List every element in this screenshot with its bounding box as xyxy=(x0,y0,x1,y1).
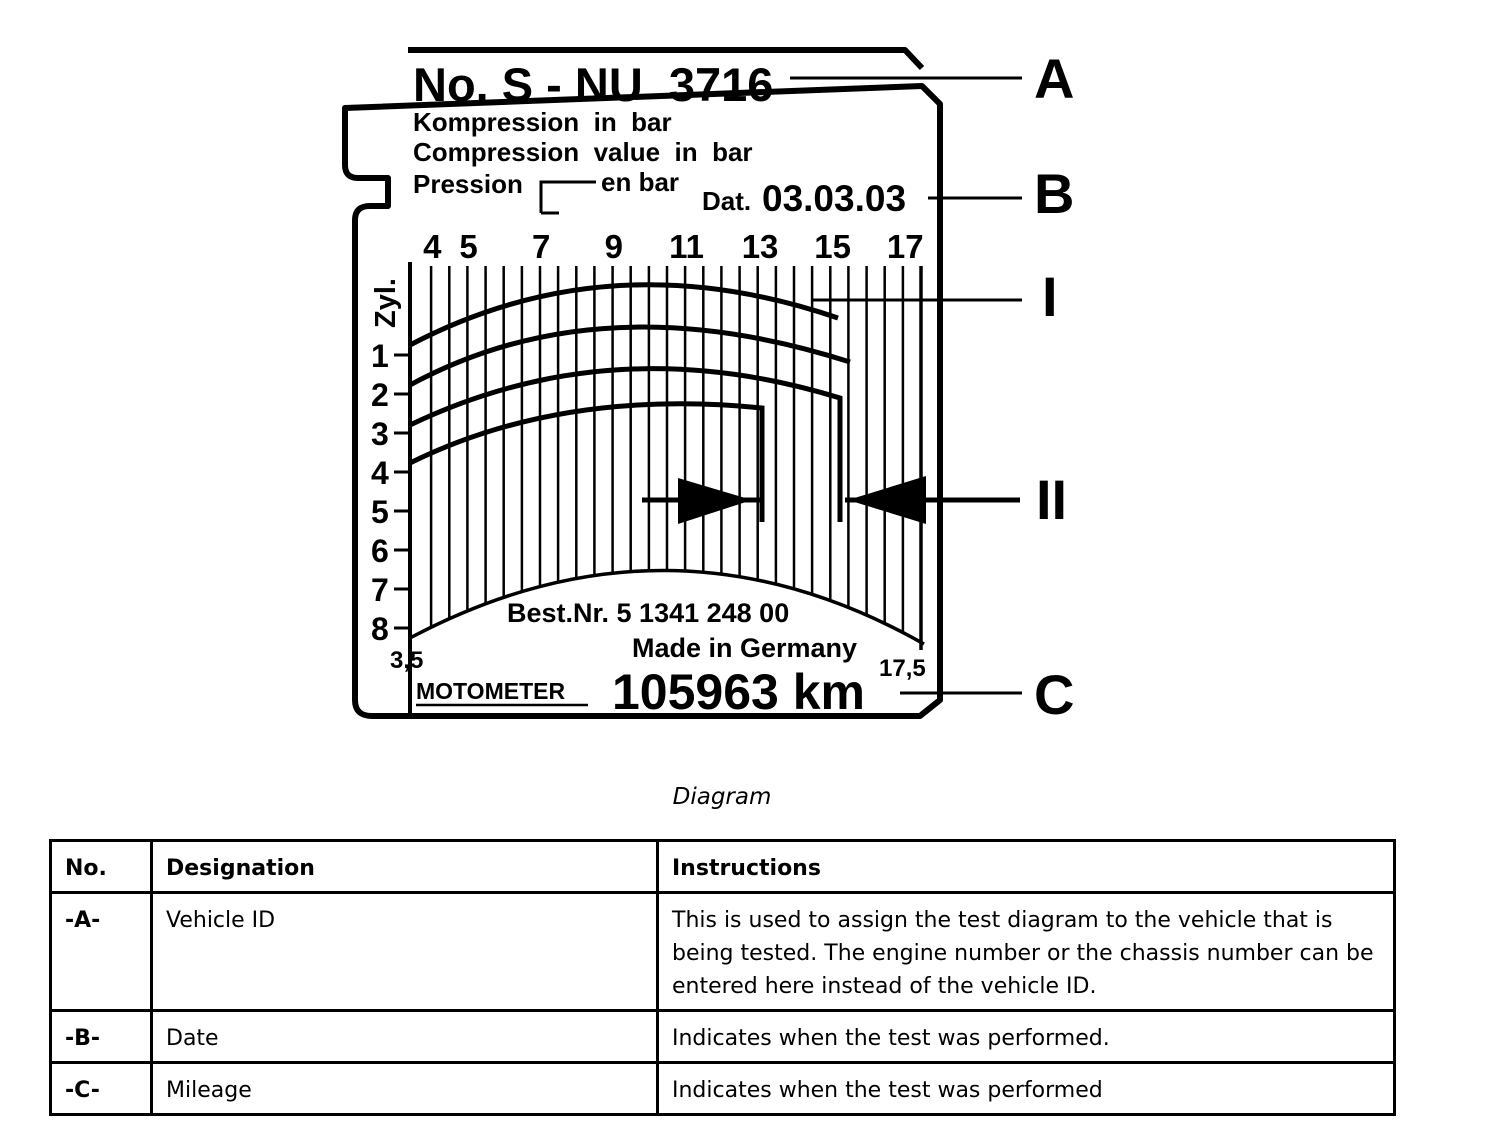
cylinder-label: 3 xyxy=(371,416,389,452)
callout-i: I xyxy=(1042,265,1058,328)
table-row xyxy=(51,1011,1395,1063)
row-no: -C- xyxy=(51,1063,152,1115)
cylinder-label: 8 xyxy=(371,611,389,647)
callout-ii: II xyxy=(1036,468,1068,531)
table-row xyxy=(51,1063,1395,1115)
scale-grid xyxy=(431,266,921,650)
date-prefix: Dat. xyxy=(702,186,752,216)
row-instructions: Indicates when the test was performed. xyxy=(658,1011,1395,1063)
brand-motometer: MOTOMETER xyxy=(416,678,566,704)
label-pression: Pression xyxy=(413,169,523,199)
scale-top-label: 9 xyxy=(604,228,623,265)
vehicle-number: No. S - NU 3716 xyxy=(413,58,774,111)
label-compression: Compression value in bar xyxy=(413,137,753,167)
order-number: Best.Nr. 5 1341 248 00 xyxy=(507,598,790,628)
row-no: -A- xyxy=(51,893,152,1011)
header-no: No. xyxy=(51,841,152,893)
mileage-value: 105963 km xyxy=(612,664,866,720)
row-instructions: This is used to assign the test diagram to the vehicle that is being tested. The engine number or the chassis number can be entered here instead of the vehicle ID. xyxy=(658,893,1395,1011)
arrow-right-icon xyxy=(678,478,752,524)
table-row xyxy=(51,893,1395,1011)
row-designation: Mileage xyxy=(152,1063,658,1115)
callout-b: B xyxy=(1034,162,1075,225)
scale-top-label: 15 xyxy=(814,228,852,265)
cylinder-label: 7 xyxy=(371,572,389,608)
date-value: 03.03.03 xyxy=(762,178,907,219)
label-kompression: Kompression in bar xyxy=(413,107,672,137)
cylinder-label: 6 xyxy=(371,533,389,569)
callout-a: A xyxy=(1034,47,1075,110)
scale-top-label: 4 xyxy=(423,228,442,265)
label-en-bar: en bar xyxy=(601,167,680,197)
cylinder-label: 1 xyxy=(371,338,389,374)
scale-top-label: 7 xyxy=(532,228,551,265)
scale-top xyxy=(423,228,924,265)
cylinder-label: 5 xyxy=(371,494,389,530)
arrow-left-icon xyxy=(848,476,926,524)
cylinder-label: 2 xyxy=(371,377,389,413)
header-instructions: Instructions xyxy=(658,841,1395,893)
scale-top-label: 5 xyxy=(459,228,478,265)
scale-top-label: 17 xyxy=(886,228,924,265)
row-instructions: Indicates when the test was performed xyxy=(658,1063,1395,1115)
legend-table xyxy=(49,839,1396,1116)
scale-bottom-right: 17,5 xyxy=(879,655,926,682)
scale-bottom-left: 3,5 xyxy=(390,647,424,674)
scale-top-label: 11 xyxy=(669,228,704,265)
row-no: -B- xyxy=(51,1011,152,1063)
row-designation: Date xyxy=(152,1011,658,1063)
callout-c: C xyxy=(1034,663,1075,726)
made-in-germany: Made in Germany xyxy=(632,633,858,663)
figure-caption: Diagram xyxy=(672,784,772,810)
callout-lines xyxy=(790,78,1022,693)
scale-top-label: 13 xyxy=(741,228,779,265)
header-designation: Designation xyxy=(152,841,658,893)
row-designation: Vehicle ID xyxy=(152,893,658,1011)
cylinder-label: 4 xyxy=(371,455,389,491)
axis-label-zyl: Zyl. xyxy=(370,278,402,328)
cylinder-labels xyxy=(371,338,410,647)
curve-cyl-1 xyxy=(410,285,838,345)
table-header-row xyxy=(51,841,1395,893)
unit-box xyxy=(541,182,596,213)
